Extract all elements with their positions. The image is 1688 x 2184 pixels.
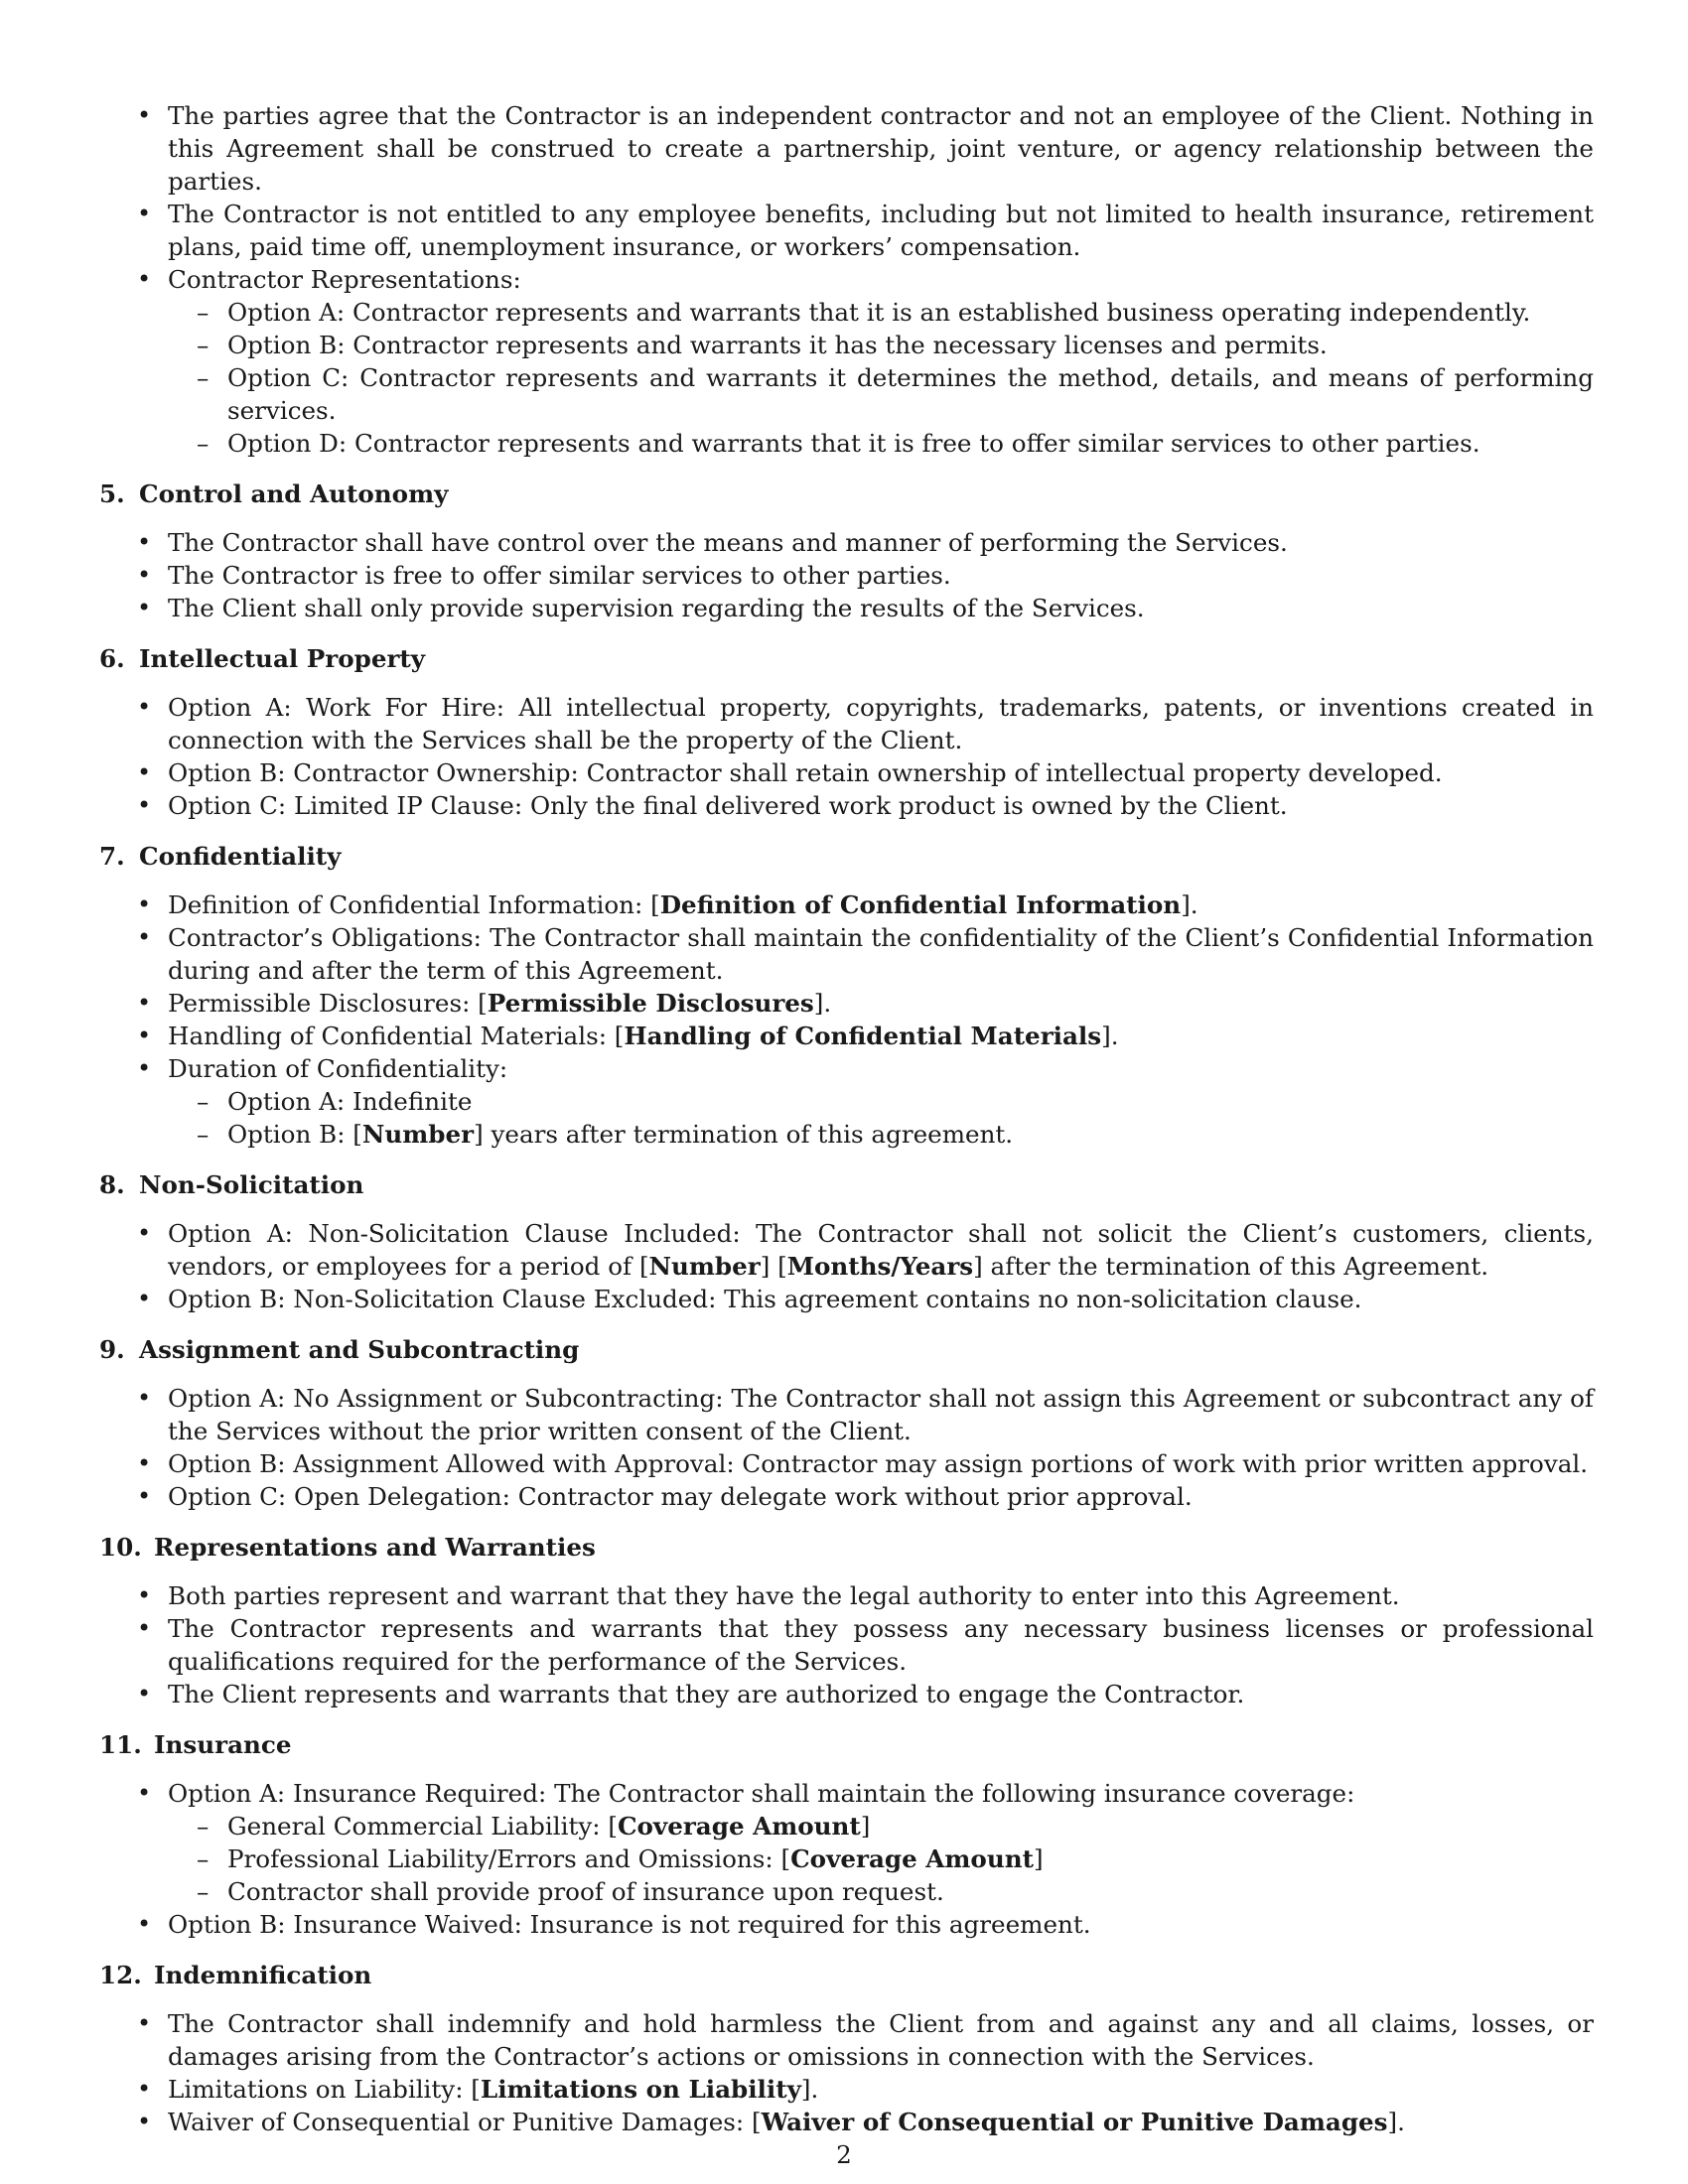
dash-icon: – — [197, 331, 210, 359]
bullet-icon: • — [137, 890, 152, 918]
list-item: • Option B: Contractor Ownership: Contractor shall retain ownership of intellectual property developed. — [137, 758, 1443, 787]
dash-icon: – — [197, 363, 210, 392]
section-7-list — [99, 888, 1594, 1151]
bullet-icon: • — [137, 1384, 152, 1412]
bullet-icon: • — [137, 2108, 152, 2135]
list-item: • The Contractor represents and warrants that they possess any necessary business licenses or professional qualifications required for the performance of the Services. — [137, 1614, 1594, 1676]
list-item: • Option A: Non-Solicitation Clause Included: The Contractor shall not solicit the Client’s customers, clients, vendors, or employees for a period of [Number] [Months/Years] after the termination of this Agreement. — [137, 1219, 1594, 1281]
section-6-list — [99, 691, 1594, 822]
bullet-icon: • — [137, 693, 152, 721]
insurance-coverage-list — [168, 1810, 1594, 1908]
section-heading-control-autonomy: 5. Control and Autonomy — [99, 479, 449, 508]
sub-list-item: – Contractor shall provide proof of insurance upon request. — [197, 1877, 944, 1906]
bullet-icon: • — [137, 989, 152, 1017]
bullet-icon: • — [137, 265, 152, 293]
list-item: • The Client shall only provide supervision regarding the results of the Services. — [137, 594, 1145, 622]
bullet-icon: • — [137, 1022, 152, 1049]
dash-icon: – — [197, 429, 210, 458]
bullet-icon: • — [137, 1910, 152, 1938]
section-12-list — [99, 2007, 1594, 2138]
dash-icon: – — [197, 1844, 210, 1873]
section-heading-insurance: 11. Insurance — [99, 1730, 292, 1759]
list-item: • Option C: Open Delegation: Contractor may delegate work without prior approval. — [137, 1482, 1193, 1511]
bullet-icon: • — [137, 1779, 152, 1807]
dash-icon: – — [197, 1812, 210, 1841]
bullet-icon: • — [137, 594, 152, 621]
sub-list-item: – Option A: Indefinite — [197, 1087, 473, 1116]
list-item: • Definition of Confidential Information: [Definition of Confidential Information]. — [137, 890, 1198, 919]
list-item: • The parties agree that the Contractor is an independent contractor and not an employee of the Client. Nothing in this Agreement shall be construed to create a partnership, joint venture, or agency relationship between the parties. — [137, 101, 1594, 196]
placeholder-field: Months/Years — [786, 1252, 974, 1281]
bullet-icon: • — [137, 200, 152, 227]
page-number: 2 — [836, 2140, 852, 2169]
section-9-list — [99, 1382, 1594, 1513]
placeholder-field: Number — [361, 1120, 475, 1149]
bullet-icon: • — [137, 1449, 152, 1477]
list-item: • Option A: Insurance Required: The Contractor shall maintain the following insurance coverage: – General Commercial Liability: [Coverage Amount] – Professional Liability/Errors and Omissions: [Coverage Amount] – Contractor shall provide proof of insurance upon request. — [99, 1777, 1594, 1908]
list-item: • Option B: Insurance Waived: Insurance is not required for this agreement. — [137, 1910, 1091, 1939]
sub-list-item: – Option A: Contractor represents and warrants that it is an established business operating independently. — [197, 298, 1531, 327]
placeholder-field: Number — [648, 1252, 761, 1281]
section-11-list — [99, 1777, 1594, 1941]
bullet-icon: • — [137, 1285, 152, 1312]
sub-list-item: – General Commercial Liability: [Coverage Amount] — [197, 1812, 871, 1841]
bullet-icon: • — [137, 2009, 152, 2037]
bullet-icon: • — [137, 528, 152, 556]
section-heading-confidentiality: 7. Confidentiality — [99, 842, 342, 871]
duration-options — [168, 1085, 1594, 1151]
bullet-icon: • — [137, 1054, 152, 1082]
bullet-icon: • — [137, 758, 152, 786]
list-item: • Contractor’s Obligations: The Contractor shall maintain the confidentiality of the Client’s Confidential Information during and after the term of this Agreement. — [137, 923, 1594, 985]
list-item: • The Contractor shall have control over the means and manner of performing the Services. — [137, 528, 1288, 557]
dash-icon: – — [197, 1877, 210, 1906]
list-item: • Option B: Assignment Allowed with Approval: Contractor may assign portions of work with prior written approval. — [137, 1449, 1589, 1478]
list-item: • The Contractor is free to offer similar services to other parties. — [137, 561, 951, 590]
bullet-icon: • — [137, 101, 152, 129]
dash-icon: – — [197, 1087, 210, 1116]
placeholder-field: Handling of Confidential Materials — [624, 1022, 1102, 1050]
bullet-icon: • — [137, 1482, 152, 1510]
sub-list-item: – Option C: Contractor represents and warrants it determines the method, details, and means of performing services. — [197, 363, 1594, 425]
list-item: • Option A: No Assignment or Subcontracting: The Contractor shall not assign this Agreement or subcontract any of the Services without the prior written consent of the Client. — [137, 1384, 1594, 1445]
dash-icon: – — [197, 1120, 210, 1149]
list-item: • Permissible Disclosures: [Permissible Disclosures]. — [137, 989, 832, 1018]
section-8-list — [99, 1217, 1594, 1315]
list-item: • Option B: Non-Solicitation Clause Excluded: This agreement contains no non-solicitation clause. — [137, 1285, 1362, 1313]
document-page — [99, 99, 1594, 2138]
section-heading-indemnification: 12. Indemnification — [99, 1961, 372, 1989]
list-item: • Contractor Representations: – Option A: Contractor represents and warrants that it is an established business operating independently. – Option B: Contractor represents and warrants it has the necessary licenses and permits. – Option C: Contractor represents and warrants it determines the method, details, and means of performing services. – Option D: Contractor represents and warrants that it is free to offer similar services to other parties. — [99, 263, 1594, 460]
section-10-list — [99, 1579, 1594, 1710]
list-item: • Both parties represent and warrant that they have the legal authority to enter into this Agreement. — [137, 1581, 1400, 1610]
placeholder-field: Permissible Disclosures — [487, 989, 814, 1018]
section-heading-non-solicitation: 8. Non-Solicitation — [99, 1170, 364, 1199]
section-heading-representations-warranties: 10. Representations and Warranties — [99, 1533, 596, 1562]
sub-list-item: – Option B: [Number] years after termination of this agreement. — [197, 1120, 1014, 1149]
representation-options — [168, 296, 1594, 460]
list-item: • Handling of Confidential Materials: [Handling of Confidential Materials]. — [137, 1022, 1119, 1050]
bullet-icon: • — [137, 1581, 152, 1609]
bullet-icon: • — [137, 2075, 152, 2103]
placeholder-field: Coverage Amount — [617, 1812, 861, 1841]
bullet-icon: • — [137, 1614, 152, 1642]
placeholder-field: Limitations on Liability — [480, 2075, 801, 2104]
sub-list-item: – Option B: Contractor represents and warrants it has the necessary licenses and permits. — [197, 331, 1328, 359]
section-heading-intellectual-property: 6. Intellectual Property — [99, 644, 426, 673]
list-item: • The Contractor is not entitled to any employee benefits, including but not limited to health insurance, retirement plans, paid time off, unemployment insurance, or workers’ compensation. — [137, 200, 1594, 261]
placeholder-field: Waiver of Consequential or Punitive Damages — [761, 2108, 1388, 2136]
placeholder-field: Coverage Amount — [790, 1844, 1034, 1873]
list-item: • The Contractor shall indemnify and hold harmless the Client from and against any and all claims, losses, or damages arising from the Contractor’s actions or omissions in connection with the Services. — [137, 2009, 1594, 2071]
placeholder-field: Definition of Confidential Information — [659, 890, 1182, 919]
section-heading-assignment-subcontracting: 9. Assignment and Subcontracting — [99, 1335, 580, 1364]
sub-list-item: – Option D: Contractor represents and warrants that it is free to offer similar services to other parties. — [197, 429, 1480, 458]
list-item: • Duration of Confidentiality: – Option A: Indefinite – Option B: [Number] years after termination of this agreement. — [99, 1052, 1594, 1151]
list-item: • Option C: Limited IP Clause: Only the final delivered work product is owned by the Client. — [137, 791, 1288, 820]
section-5-list — [99, 526, 1594, 624]
bullet-icon: • — [137, 561, 152, 589]
list-item: • The Client represents and warrants that they are authorized to engage the Contractor. — [137, 1680, 1245, 1708]
bullet-icon: • — [137, 1680, 152, 1707]
list-item: • Waiver of Consequential or Punitive Damages: [Waiver of Consequential or Punitive Damages]. — [137, 2108, 1405, 2136]
bullet-icon: • — [137, 923, 152, 951]
intro-list — [99, 99, 1594, 460]
sub-list-item: – Professional Liability/Errors and Omissions: [Coverage Amount] — [197, 1844, 1044, 1873]
list-item: • Limitations on Liability: [Limitations on Liability]. — [137, 2075, 819, 2104]
bullet-icon: • — [137, 791, 152, 819]
dash-icon: – — [197, 298, 210, 327]
list-item: • Option A: Work For Hire: All intellectual property, copyrights, trademarks, patents, or inventions created in connection with the Services shall be the property of the Client. — [137, 693, 1594, 754]
bullet-icon: • — [137, 1219, 152, 1247]
